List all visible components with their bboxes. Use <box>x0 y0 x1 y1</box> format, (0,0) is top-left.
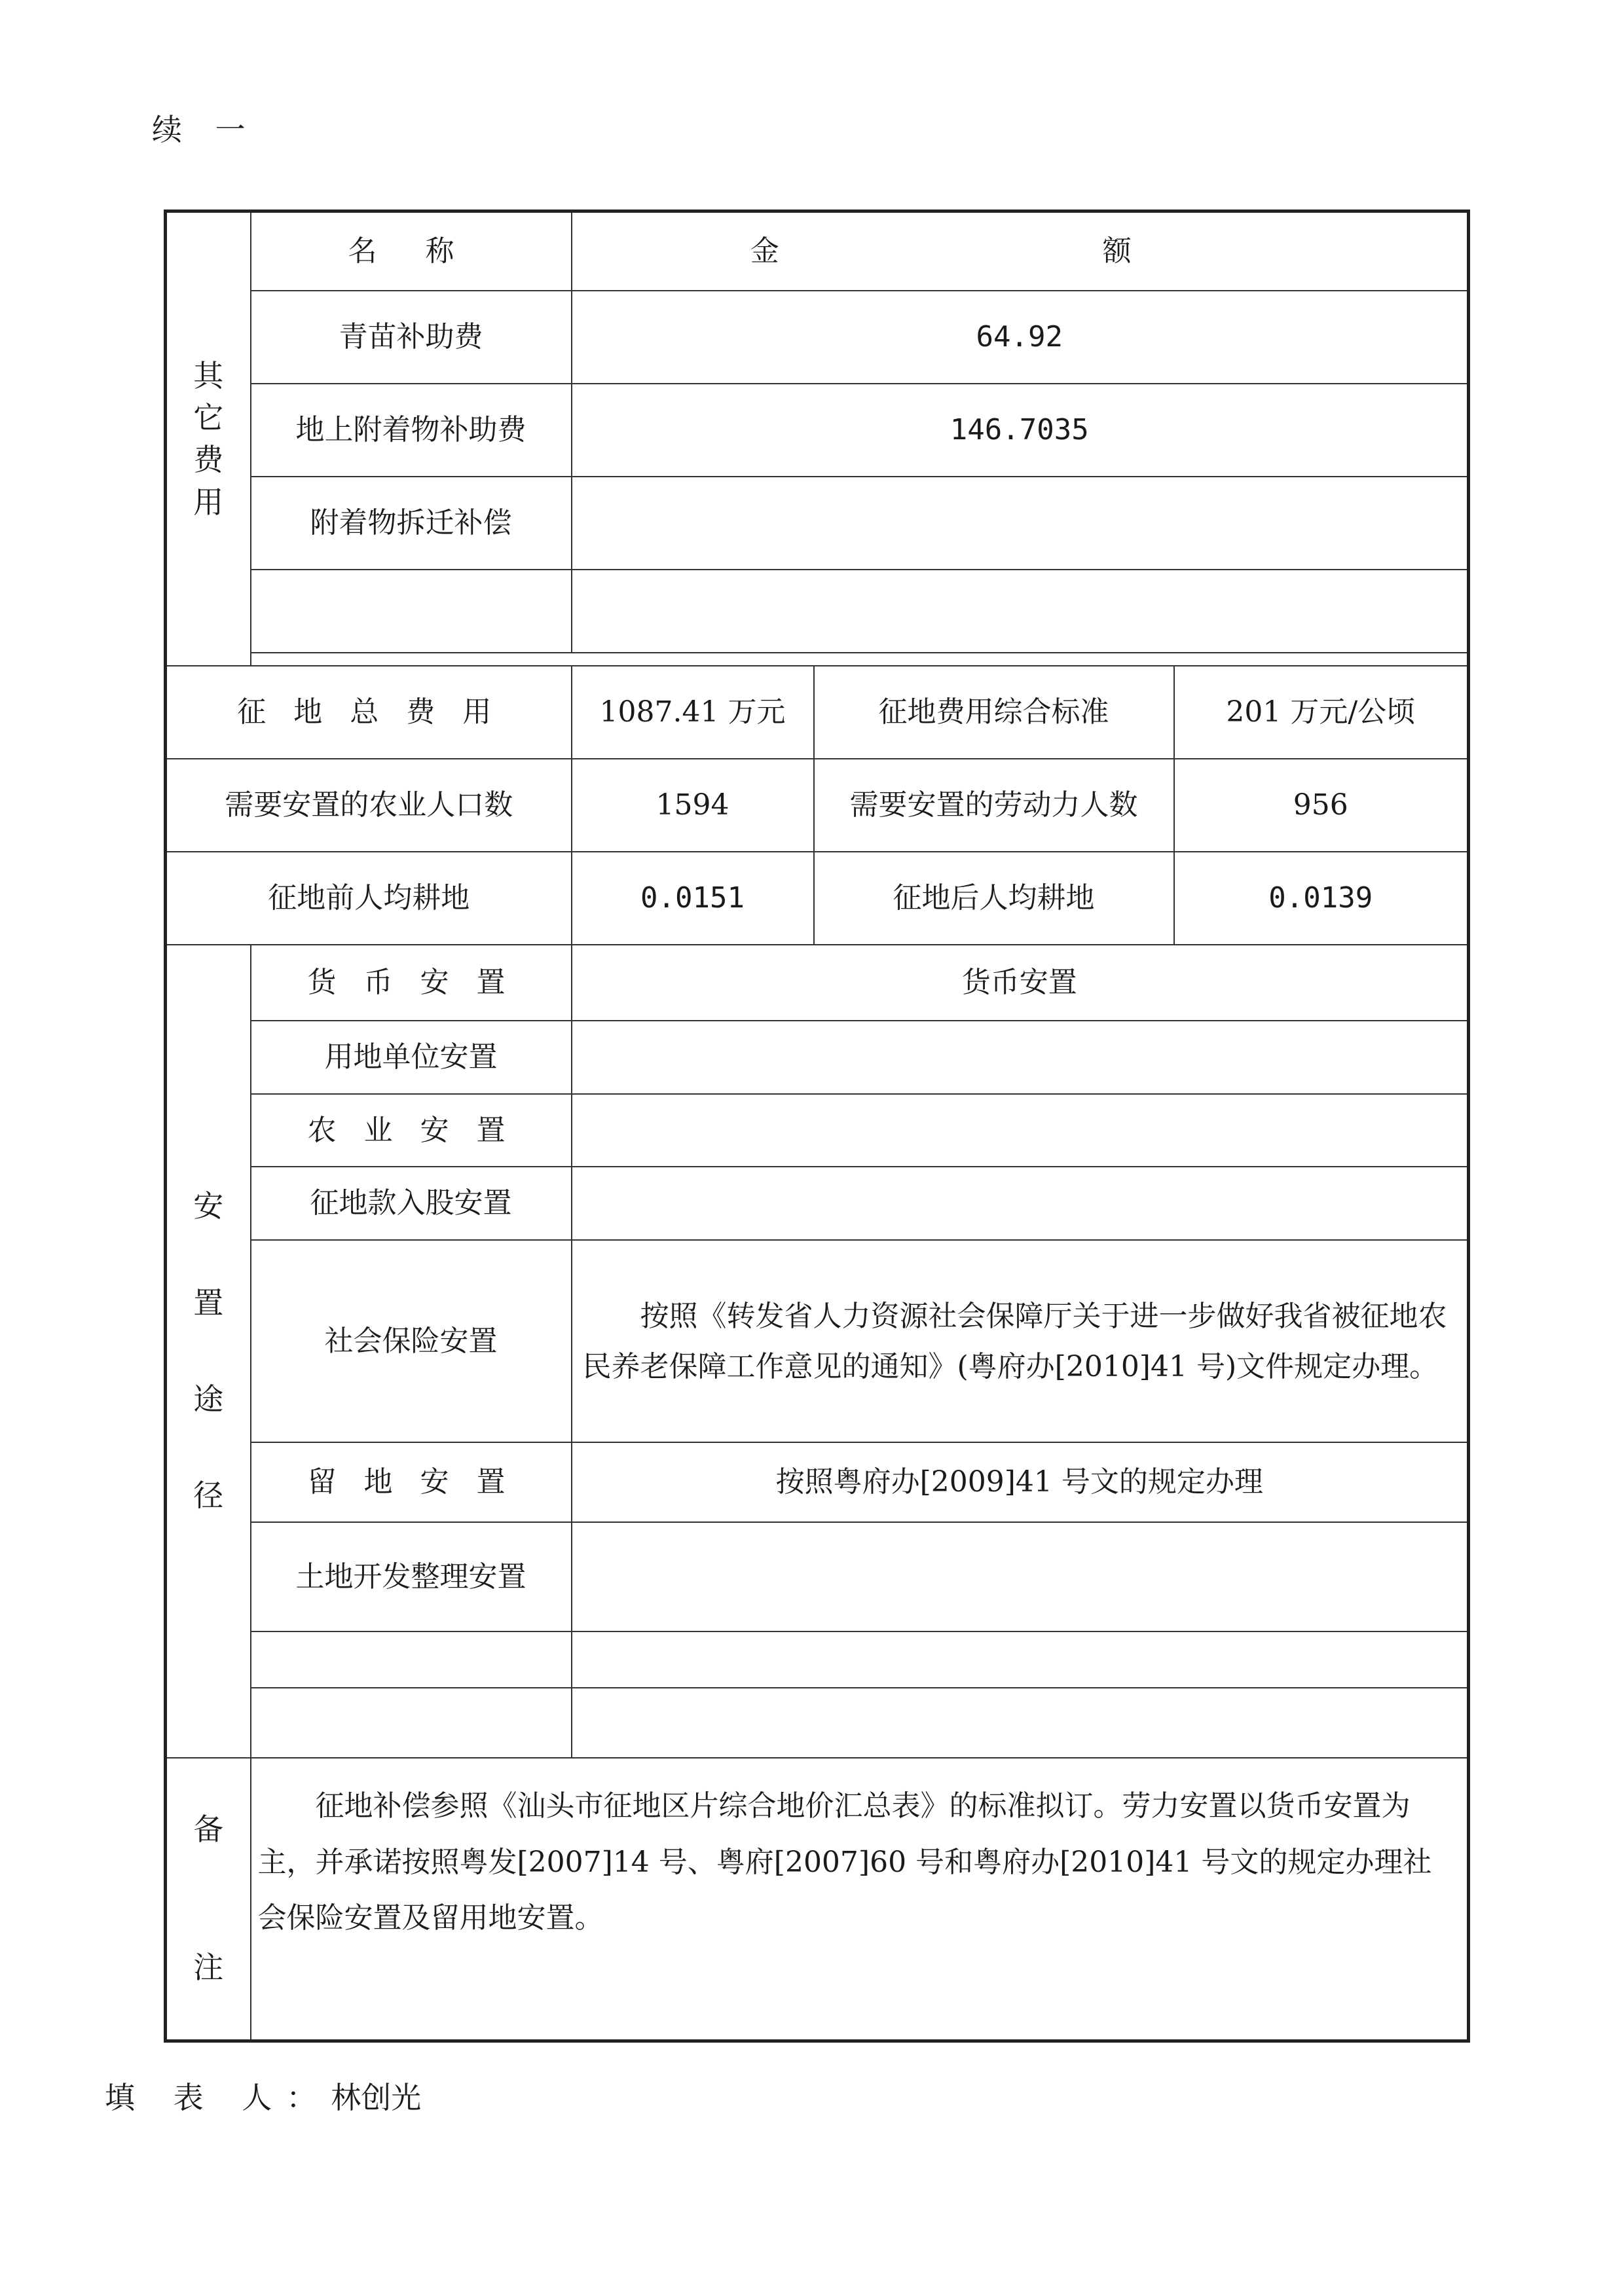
table-row <box>166 384 1469 477</box>
resettlement-label: 安 置 途 径 <box>166 945 251 1758</box>
resettlement-value <box>572 1522 1469 1631</box>
before-label: 征地前人均耕地 <box>166 852 572 945</box>
table-row <box>166 1021 1469 1094</box>
fee-amount <box>572 477 1469 570</box>
remarks-text: 征地补偿参照《汕头市征地区片综合地价汇总表》的标准拟订。劳力安置以货币安置为主，并承诺按照粤发[2007]14 号、粤府[2007]60 号和粤府办[2010]41 号文的规定办理社会保险安置及留用地安置。 <box>251 1758 1469 2041</box>
table-row <box>166 1688 1469 1757</box>
resettlement-name: 土地开发整理安置 <box>251 1522 572 1631</box>
resettlement-value <box>572 1688 1469 1757</box>
fee-name <box>251 570 572 653</box>
after-value: 0.0139 <box>1174 852 1469 945</box>
other-fees-label: 其 它 费 用 <box>166 211 251 666</box>
resettlement-value <box>572 1021 1469 1094</box>
table-row <box>166 291 1469 384</box>
resettlement-name: 用地单位安置 <box>251 1021 572 1094</box>
table-row <box>166 1522 1469 1631</box>
resettlement-value <box>572 1094 1469 1167</box>
table-row <box>166 1167 1469 1240</box>
resettlement-name: 社会保险安置 <box>251 1240 572 1442</box>
fee-amount: 146.7035 <box>572 384 1469 477</box>
form-filler <box>105 2074 421 2117</box>
form-filler-name: 林创光 <box>331 2080 422 2115</box>
table-row <box>166 1094 1469 1167</box>
fee-name: 附着物拆迁补偿 <box>251 477 572 570</box>
agri-pop-label: 需要安置的农业人口数 <box>166 759 572 852</box>
table-row <box>166 477 1469 570</box>
resettlement-name <box>251 1688 572 1757</box>
fee-amount <box>572 570 1469 653</box>
fee-name: 青苗补助费 <box>251 291 572 384</box>
standard-value: 201 万元/公顷 <box>1174 666 1469 759</box>
remarks-row <box>166 1758 1469 2041</box>
remarks-label: 备 注 <box>166 1758 251 2041</box>
table-row <box>166 945 1469 1021</box>
table-header-row <box>166 211 1469 291</box>
resettlement-value <box>572 1631 1469 1688</box>
land-acquisition-table <box>164 210 1470 2043</box>
resettlement-name: 征地款入股安置 <box>251 1167 572 1240</box>
page-header: 续 一 <box>152 112 257 147</box>
labor-label: 需要安置的劳动力人数 <box>814 759 1174 852</box>
total-fee-value: 1087.41 万元 <box>572 666 814 759</box>
table-row <box>166 1631 1469 1688</box>
table-row <box>166 1240 1469 1442</box>
before-value: 0.0151 <box>572 852 814 945</box>
summary-row-population <box>166 759 1469 852</box>
resettlement-name: 货 币 安 置 <box>251 945 572 1021</box>
resettlement-value: 货币安置 <box>572 945 1469 1021</box>
resettlement-name <box>251 1631 572 1688</box>
agri-pop-value: 1594 <box>572 759 814 852</box>
resettlement-name: 留 地 安 置 <box>251 1442 572 1522</box>
fee-name: 地上附着物补助费 <box>251 384 572 477</box>
standard-label: 征地费用综合标准 <box>814 666 1174 759</box>
after-label: 征地后人均耕地 <box>814 852 1174 945</box>
table-row <box>166 1442 1469 1522</box>
summary-row-total <box>166 666 1469 759</box>
labor-value: 956 <box>1174 759 1469 852</box>
fee-amount: 64.92 <box>572 291 1469 384</box>
resettlement-value: 按照粤府办[2009]41 号文的规定办理 <box>572 1442 1469 1522</box>
resettlement-name: 农 业 安 置 <box>251 1094 572 1167</box>
resettlement-value <box>572 1167 1469 1240</box>
form-filler-label: 填 表 人： <box>105 2080 331 2115</box>
total-fee-label: 征 地 总 费 用 <box>166 666 572 759</box>
header-amount: 金 额 <box>572 211 1469 291</box>
table-row <box>166 570 1469 653</box>
header-name: 名 称 <box>251 211 572 291</box>
summary-row-farmland <box>166 852 1469 945</box>
resettlement-value: 按照《转发省人力资源社会保障厅关于进一步做好我省被征地农民养老保障工作意见的通知》(粤府办[2010]41 号)文件规定办理。 <box>572 1240 1469 1442</box>
